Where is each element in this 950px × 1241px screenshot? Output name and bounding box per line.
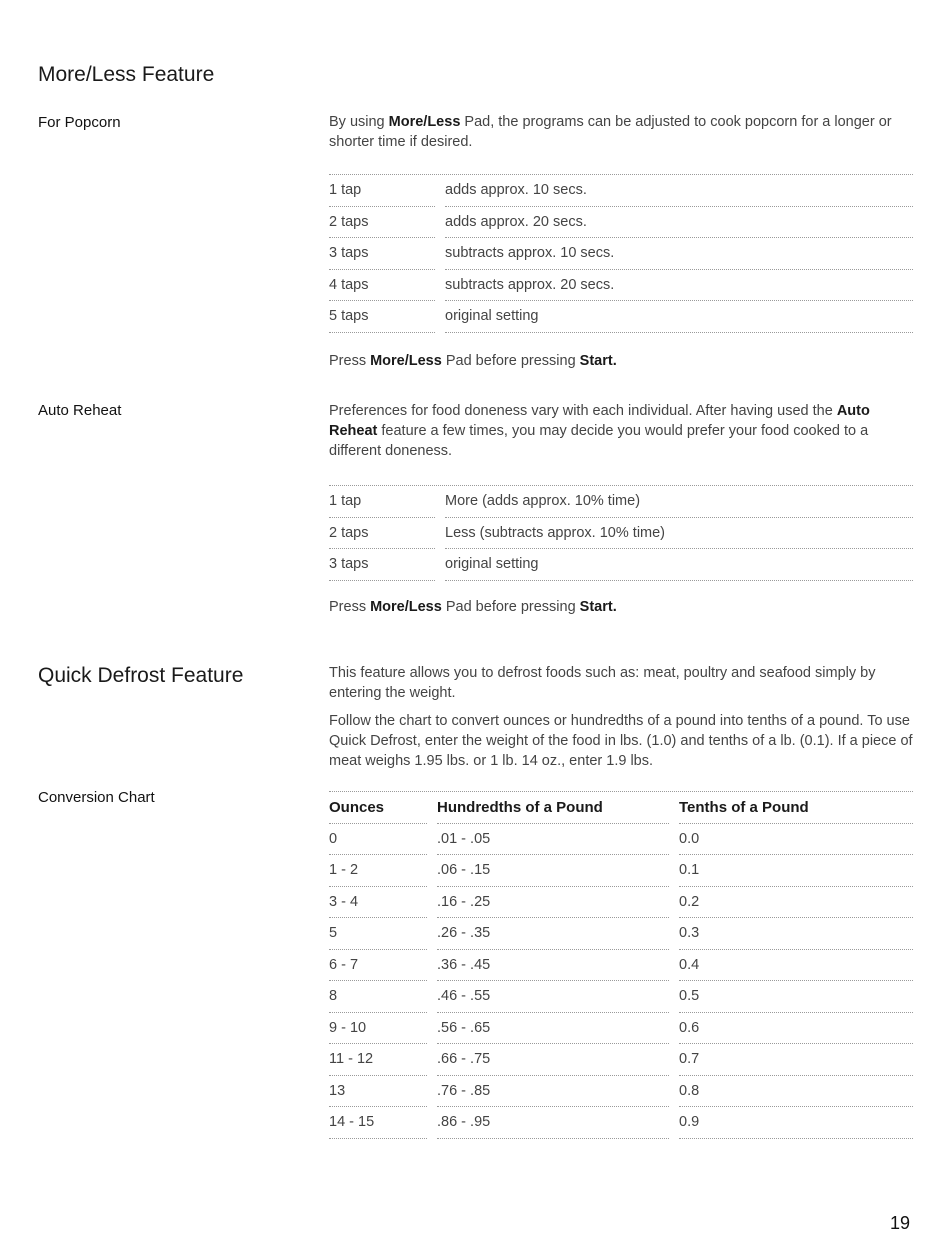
- hundredths-cell: .26 - .35: [437, 918, 669, 950]
- popcorn-table: [329, 174, 913, 333]
- taps-cell: 1 tap: [329, 486, 435, 518]
- tenths-cell: 0.2: [679, 887, 913, 919]
- hundredths-cell: .01 - .05: [437, 824, 669, 856]
- table-row: [329, 518, 913, 550]
- effect-cell: adds approx. 10 secs.: [445, 175, 913, 207]
- quick-defrost-title: Quick Defrost Feature: [38, 664, 244, 687]
- auto-reheat-intro: Preferences for food doneness vary with each individual. After having used the Auto Reheat feature a few times, you may decide you would prefer your food cooked to a different doneness.: [329, 403, 870, 459]
- table-row: [329, 270, 913, 302]
- taps-cell: 5 taps: [329, 301, 435, 333]
- taps-cell: 1 tap: [329, 175, 435, 207]
- ounces-cell: 0: [329, 824, 427, 856]
- ounces-cell: 5: [329, 918, 427, 950]
- hundredths-cell: .86 - .95: [437, 1107, 669, 1139]
- hundredths-cell: .66 - .75: [437, 1044, 669, 1076]
- ounces-cell: 6 - 7: [329, 950, 427, 982]
- ounces-cell: 9 - 10: [329, 1013, 427, 1045]
- effect-cell: original setting: [445, 549, 913, 581]
- ounces-cell: 13: [329, 1076, 427, 1108]
- table-row: [329, 1044, 913, 1076]
- table-row: [329, 301, 913, 333]
- tenths-cell: 0.9: [679, 1107, 913, 1139]
- table-row: [329, 486, 913, 518]
- tenths-cell: 0.8: [679, 1076, 913, 1108]
- tenths-cell: 0.1: [679, 855, 913, 887]
- conversion-chart-label: Conversion Chart: [38, 789, 155, 806]
- table-row: [329, 175, 913, 207]
- table-row: [329, 855, 913, 887]
- taps-cell: 4 taps: [329, 270, 435, 302]
- taps-cell: 3 taps: [329, 238, 435, 270]
- popcorn-label: For Popcorn: [38, 114, 121, 131]
- column-header-ounces: Ounces: [329, 792, 427, 824]
- taps-cell: 2 taps: [329, 518, 435, 550]
- popcorn-intro: By using More/Less Pad, the programs can be adjusted to cook popcorn for a longer or shorter time if desired.: [329, 114, 892, 150]
- conversion-table: [329, 791, 913, 1139]
- more-less-title: More/Less Feature: [38, 63, 215, 86]
- hundredths-cell: .06 - .15: [437, 855, 669, 887]
- ounces-cell: 1 - 2: [329, 855, 427, 887]
- table-row: [329, 1013, 913, 1045]
- effect-cell: subtracts approx. 10 secs.: [445, 238, 913, 270]
- taps-cell: 2 taps: [329, 207, 435, 239]
- table-row: [329, 1107, 913, 1139]
- ounces-cell: 11 - 12: [329, 1044, 427, 1076]
- taps-cell: 3 taps: [329, 549, 435, 581]
- ounces-cell: 14 - 15: [329, 1107, 427, 1139]
- quick-defrost-intro: This feature allows you to defrost foods such as: meat, poultry and seafood simply by entering the weight.: [329, 665, 876, 701]
- column-header-hundredths: Hundredths of a Pound: [437, 792, 669, 824]
- tenths-cell: 0.5: [679, 981, 913, 1013]
- auto-reheat-table: [329, 485, 913, 581]
- effect-cell: original setting: [445, 301, 913, 333]
- page-number: 19: [889, 1213, 910, 1233]
- quick-defrost-instructions: Follow the chart to convert ounces or hundredths of a pound into tenths of a pound. To use Quick Defrost, enter the weight of the food in lbs. (1.0) and tenths of a lb. (0.1). If a piece of meat weighs 1.95 lbs. or 1 lb. 14 oz., enter 1.9 lbs.: [329, 713, 913, 769]
- table-row: [329, 824, 913, 856]
- hundredths-cell: .76 - .85: [437, 1076, 669, 1108]
- table-row: [329, 981, 913, 1013]
- column-header-tenths: Tenths of a Pound: [679, 792, 913, 824]
- table-row: [329, 1076, 913, 1108]
- table-row: [329, 950, 913, 982]
- table-row: [329, 549, 913, 581]
- hundredths-cell: .46 - .55: [437, 981, 669, 1013]
- effect-cell: Less (subtracts approx. 10% time): [445, 518, 913, 550]
- ounces-cell: 8: [329, 981, 427, 1013]
- table-row: [329, 918, 913, 950]
- table-row: [329, 238, 913, 270]
- hundredths-cell: .36 - .45: [437, 950, 669, 982]
- auto-reheat-note: Press More/Less Pad before pressing Start.: [329, 599, 617, 615]
- tenths-cell: 0.4: [679, 950, 913, 982]
- effect-cell: subtracts approx. 20 secs.: [445, 270, 913, 302]
- tenths-cell: 0.0: [679, 824, 913, 856]
- tenths-cell: 0.3: [679, 918, 913, 950]
- table-row: [329, 207, 913, 239]
- auto-reheat-label: Auto Reheat: [38, 402, 122, 419]
- popcorn-note: Press More/Less Pad before pressing Start.: [329, 353, 617, 369]
- tenths-cell: 0.7: [679, 1044, 913, 1076]
- tenths-cell: 0.6: [679, 1013, 913, 1045]
- hundredths-cell: .56 - .65: [437, 1013, 669, 1045]
- effect-cell: adds approx. 20 secs.: [445, 207, 913, 239]
- table-header-row: [329, 792, 913, 824]
- effect-cell: More (adds approx. 10% time): [445, 486, 913, 518]
- ounces-cell: 3 - 4: [329, 887, 427, 919]
- hundredths-cell: .16 - .25: [437, 887, 669, 919]
- table-row: [329, 887, 913, 919]
